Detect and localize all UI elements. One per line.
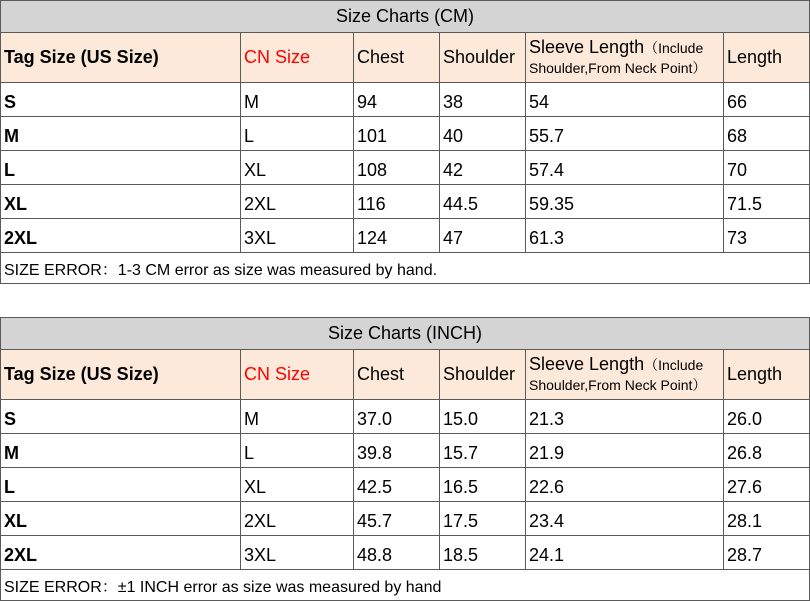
header-sleeve-length [526,33,724,83]
cell-shoulder: 47 [440,219,526,253]
sleeve-note-end: Shoulder,From Neck Point） [529,376,707,393]
cell-length: 27.6 [724,468,810,502]
header-shoulder: Shoulder [440,33,526,83]
cell-shoulder: 40 [440,117,526,151]
size-error-note: SIZE ERROR：1-3 CM error as size was measured by hand. [1,253,810,284]
cell-length: 26.0 [724,400,810,434]
cell-chest: 48.8 [354,536,440,570]
cell-chest: 39.8 [354,434,440,468]
sleeve-label: Sleeve Length [529,36,645,57]
cell-chest: 94 [354,83,440,117]
cell-tag-size: S [1,400,241,434]
header-length: Length [724,350,810,400]
table-row [1,83,810,117]
chart-title: Size Charts (INCH) [1,318,810,350]
size-error-note: SIZE ERROR：±1 INCH error as size was measured by hand [1,570,810,601]
header-row [1,350,810,400]
cell-shoulder: 16.5 [440,468,526,502]
header-row [1,33,810,83]
table-row [1,219,810,253]
cell-tag-size: XL [1,185,241,219]
header-tag-size: Tag Size (US Size) [1,350,241,400]
cell-chest: 37.0 [354,400,440,434]
cell-cn-size: L [241,117,354,151]
cell-cn-size: 3XL [241,536,354,570]
cell-chest: 42.5 [354,468,440,502]
cell-chest: 108 [354,151,440,185]
cell-shoulder: 38 [440,83,526,117]
cell-chest: 45.7 [354,502,440,536]
cell-sleeve: 57.4 [526,151,724,185]
header-chest: Chest [354,33,440,83]
sleeve-label: Sleeve Length [529,353,645,374]
cell-length: 66 [724,83,810,117]
cell-sleeve: 22.6 [526,468,724,502]
cell-sleeve: 54 [526,83,724,117]
cell-shoulder: 18.5 [440,536,526,570]
cell-cn-size: XL [241,151,354,185]
cell-length: 26.8 [724,434,810,468]
header-shoulder: Shoulder [440,350,526,400]
sleeve-note-start: （Include [644,356,704,373]
cell-sleeve: 61.3 [526,219,724,253]
cell-sleeve: 21.3 [526,400,724,434]
cell-cn-size: XL [241,468,354,502]
cell-shoulder: 15.7 [440,434,526,468]
table-row [1,185,810,219]
cell-length: 28.7 [724,536,810,570]
table-row [1,468,810,502]
table-row [1,117,810,151]
cell-tag-size: L [1,468,241,502]
cell-chest: 124 [354,219,440,253]
cell-length: 71.5 [724,185,810,219]
cell-cn-size: M [241,83,354,117]
cell-tag-size: M [1,117,241,151]
cell-sleeve: 21.9 [526,434,724,468]
cell-cn-size: M [241,400,354,434]
cell-length: 68 [724,117,810,151]
cell-length: 28.1 [724,502,810,536]
table-row [1,151,810,185]
size-chart-inch [0,317,810,601]
size-chart-cm [0,0,810,284]
cell-sleeve: 23.4 [526,502,724,536]
cell-cn-size: 2XL [241,185,354,219]
sleeve-note-end: Shoulder,From Neck Point） [529,59,707,76]
cell-chest: 101 [354,117,440,151]
cell-cn-size: 3XL [241,219,354,253]
header-cn-size: CN Size [241,33,354,83]
table-row [1,434,810,468]
table-row [1,536,810,570]
cell-length: 73 [724,219,810,253]
cell-tag-size: XL [1,502,241,536]
cell-sleeve: 24.1 [526,536,724,570]
cell-tag-size: M [1,434,241,468]
cell-cn-size: L [241,434,354,468]
header-tag-size: Tag Size (US Size) [1,33,241,83]
sleeve-note-start: （Include [644,39,704,56]
cell-shoulder: 42 [440,151,526,185]
header-length: Length [724,33,810,83]
cell-cn-size: 2XL [241,502,354,536]
cell-chest: 116 [354,185,440,219]
size-table-cm [0,0,810,284]
cell-tag-size: 2XL [1,536,241,570]
table-row [1,400,810,434]
table-row [1,502,810,536]
cell-shoulder: 15.0 [440,400,526,434]
header-sleeve-length [526,350,724,400]
cell-length: 70 [724,151,810,185]
cell-sleeve: 55.7 [526,117,724,151]
cell-tag-size: L [1,151,241,185]
cell-shoulder: 44.5 [440,185,526,219]
cell-tag-size: 2XL [1,219,241,253]
cell-sleeve: 59.35 [526,185,724,219]
chart-title: Size Charts (CM) [1,1,810,33]
size-table-inch [0,317,810,601]
header-chest: Chest [354,350,440,400]
header-cn-size: CN Size [241,350,354,400]
cell-shoulder: 17.5 [440,502,526,536]
cell-tag-size: S [1,83,241,117]
